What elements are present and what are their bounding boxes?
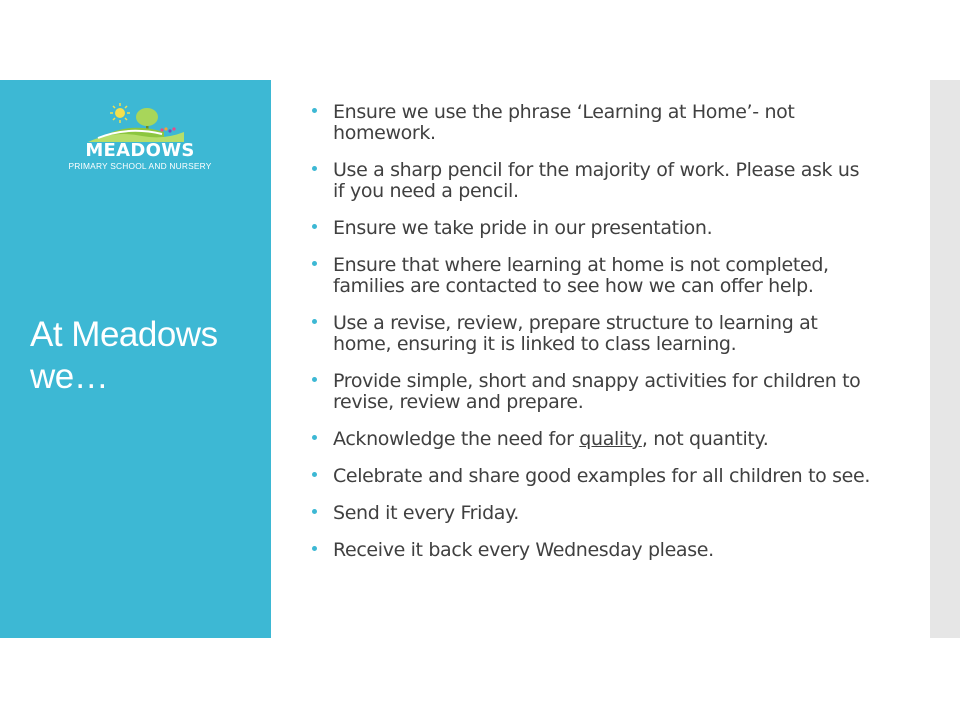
bullet-text: Use a sharp pencil for the majority of work. Please ask us if you need a pencil. [333,159,860,202]
right-decorative-bar [930,80,960,638]
bullet-text: Ensure we use the phrase ‘Learning at Home’- not homework. [333,101,795,144]
bullet-text: Receive it back every Wednesday please. [333,539,714,561]
list-item [312,313,872,355]
list-item [312,102,872,144]
list-item [312,540,872,561]
slide-title: At Meadows we… [30,315,218,396]
list-item [312,218,872,239]
underlined-word: quality [579,428,642,450]
title-panel [0,80,271,638]
bullet-dot-icon [312,435,317,440]
list-item [312,503,872,524]
bullet-text: Send it every Friday. [333,502,519,524]
bullet-list [312,102,872,577]
list-item [312,371,872,413]
bullet-text: Ensure that where learning at home is not completed, families are contacted to see how we can offer help. [333,254,829,297]
list-item [312,255,872,297]
school-logo [50,102,230,172]
bullet-dot-icon [312,377,317,382]
bullet-text-after: , not quantity. [641,428,769,450]
bullet-dot-icon [312,546,317,551]
bullet-dot-icon [312,261,317,266]
bullet-text: Celebrate and share good examples for all children to see. [333,465,871,487]
list-item [312,466,872,487]
bullet-dot-icon [312,319,317,324]
logo-school-name: MEADOWS [85,140,195,161]
bullet-text: Use a revise, review, prepare structure to learning at home, ensuring it is linked to class learning. [333,312,818,355]
bullet-text: Ensure we take pride in our presentation. [333,217,713,239]
bullet-dot-icon [312,224,317,229]
bullet-dot-icon [312,108,317,113]
logo-school-subtitle: PRIMARY SCHOOL AND NURSERY [68,161,212,171]
bullet-text: Provide simple, short and snappy activities for children to revise, review and prepare. [333,370,861,413]
list-item [312,429,872,450]
bullet-dot-icon [312,472,317,477]
bullet-dot-icon [312,166,317,171]
bullet-text-before: Acknowledge the need for [333,428,580,450]
bullet-dot-icon [312,509,317,514]
list-item [312,160,872,202]
meadows-landscape-icon [84,102,194,144]
